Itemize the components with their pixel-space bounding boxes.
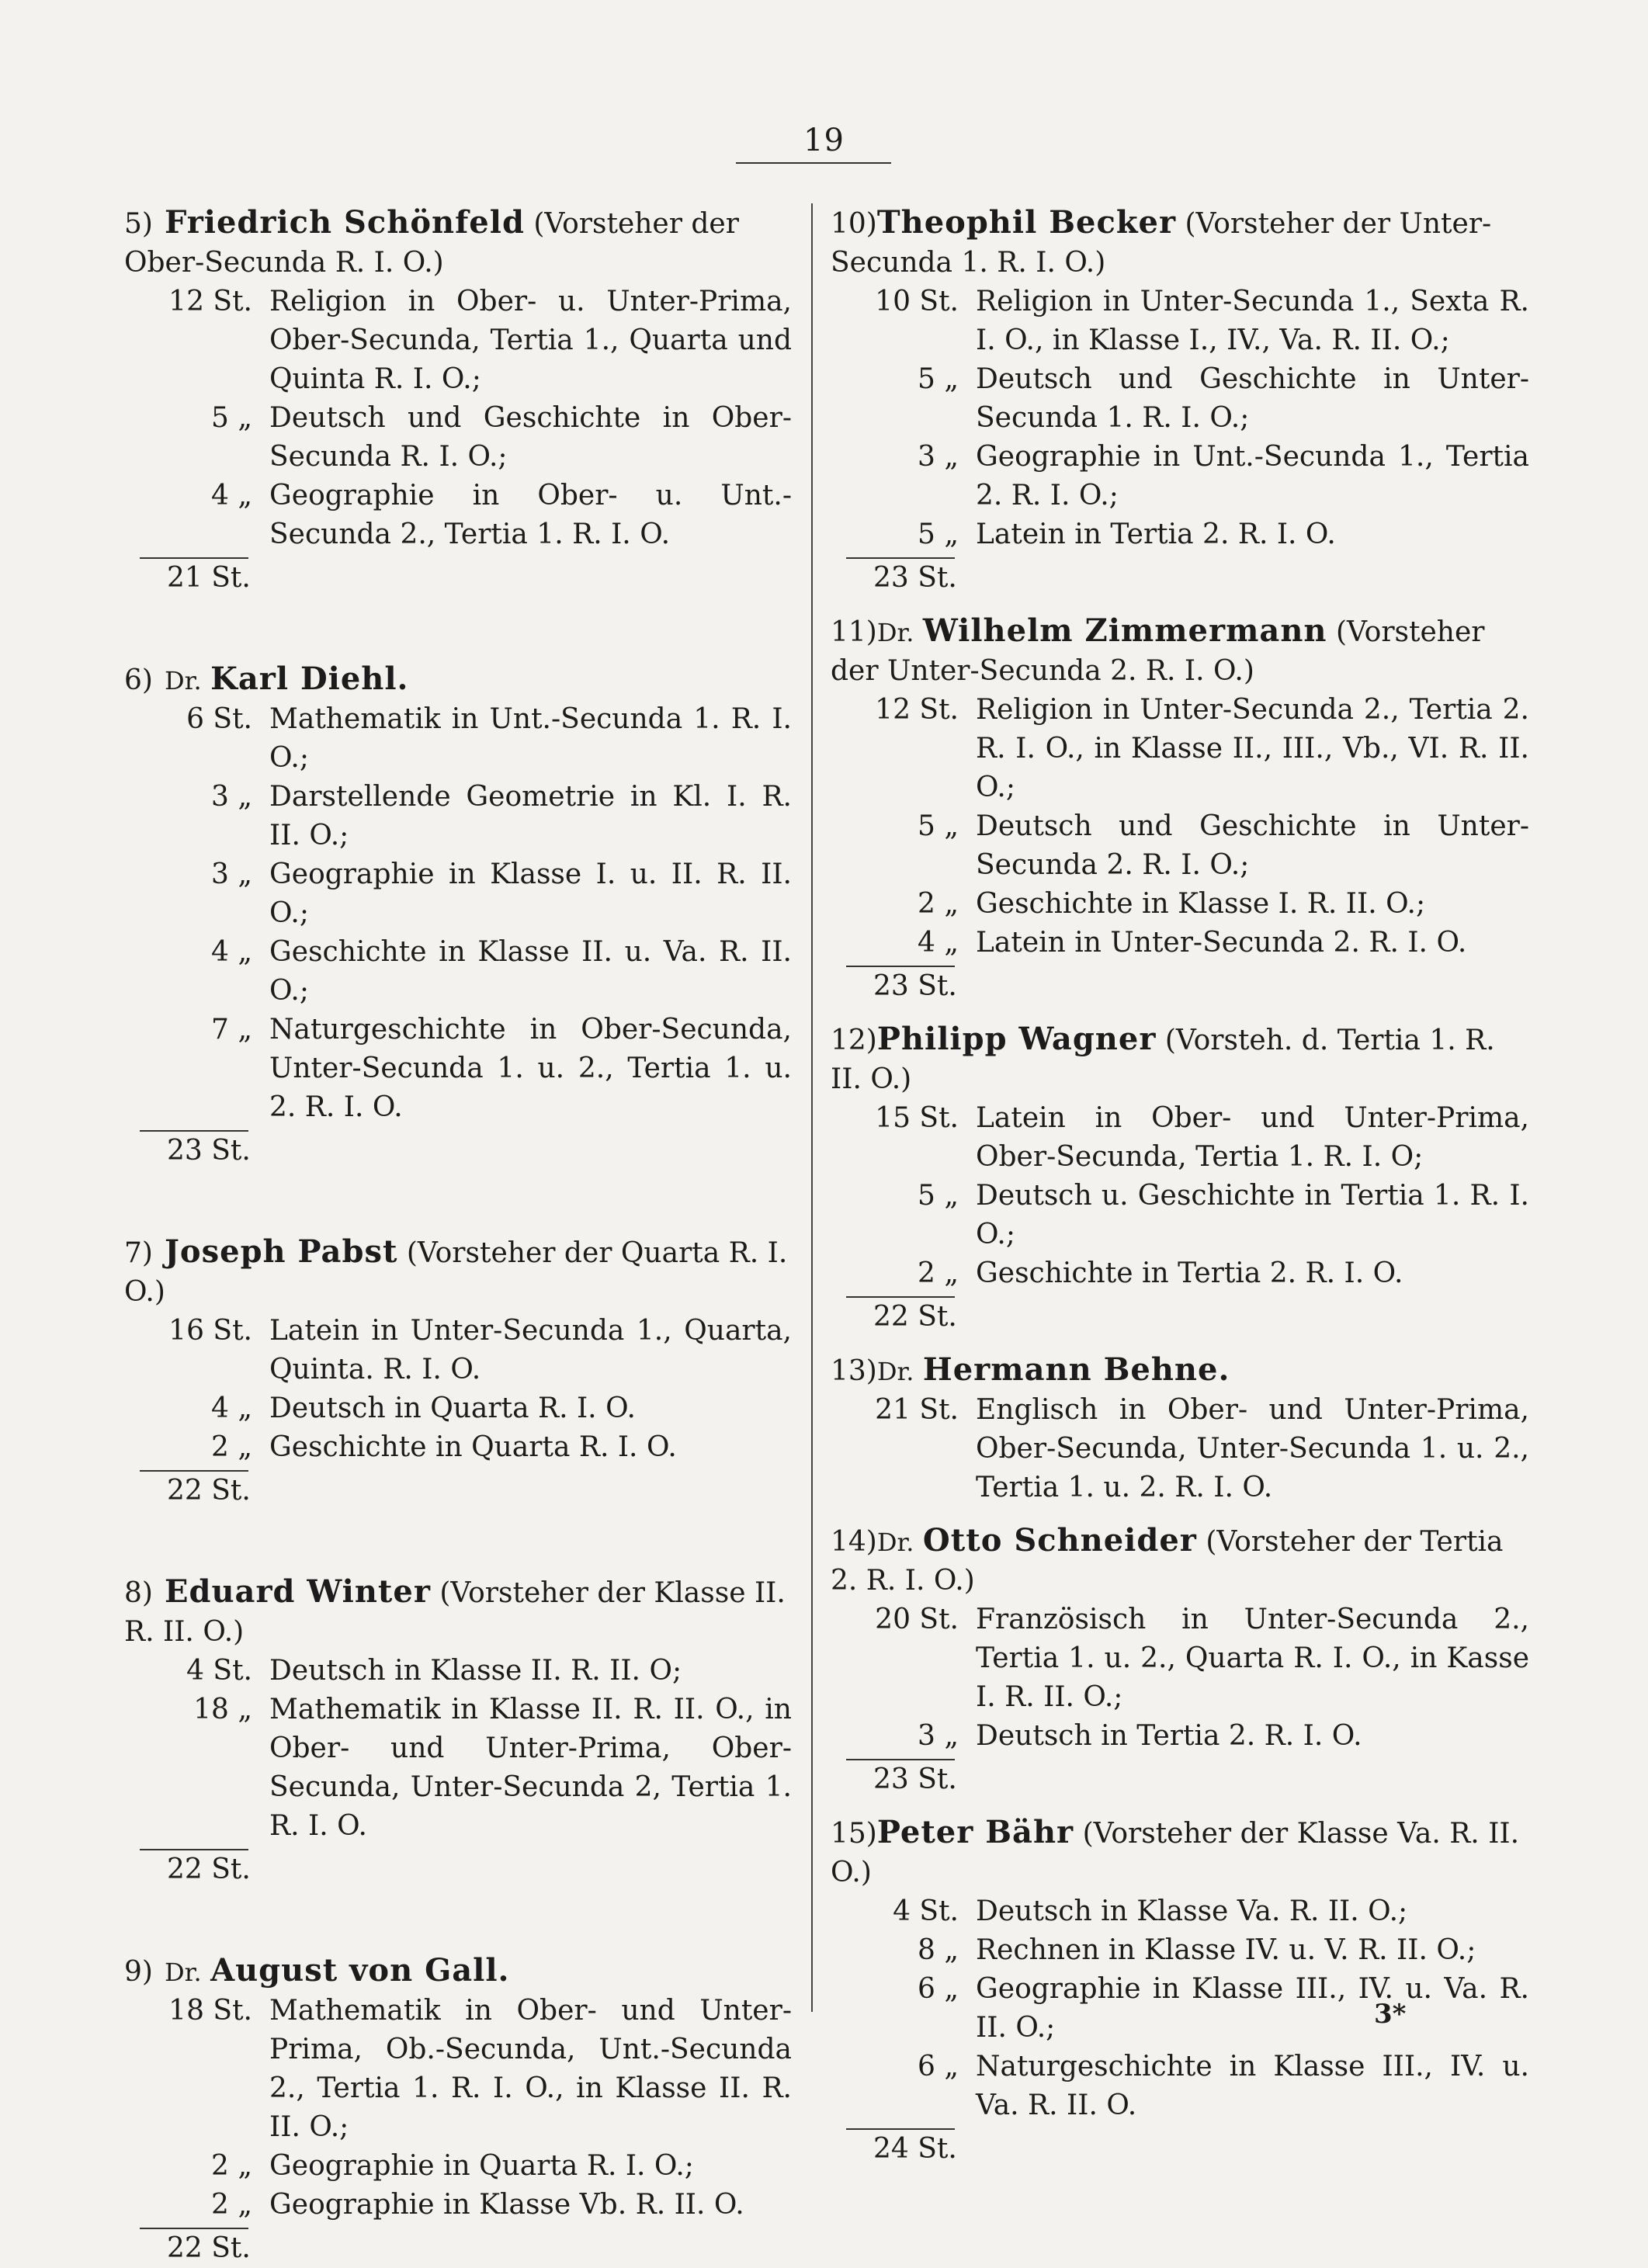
hours: 2 „ bbox=[211, 1431, 252, 1463]
hours: 21 St. bbox=[875, 1394, 959, 1426]
subject-text: Deutsch in Klasse II. R. II. O; bbox=[269, 1655, 682, 1687]
teacher-role: (Vorsteher der Klasse Va. R. II. O.) bbox=[831, 1818, 1520, 1888]
teacher-entry bbox=[124, 660, 792, 1170]
assignment-row bbox=[873, 1177, 1529, 1254]
teacher-heading bbox=[124, 1233, 792, 1312]
subject-text: Französisch in Unter-Secunda 2., Tertia 1. u. 2., Quarta R. I. O., in Kasse I. R. II. O.; bbox=[976, 1604, 1529, 1713]
teacher-name: Joseph Pabst bbox=[165, 1233, 398, 1270]
right-column bbox=[831, 203, 1529, 2169]
hours: 5 „ bbox=[918, 518, 959, 550]
subject-text: Religion in Ober- u. Unter-Prima, Ober-Secunda, Tertia 1., Quarta und Quinta R. I. O.; bbox=[269, 286, 792, 395]
subject-text: Deutsch und Geschichte in Unter-Secunda 1. R. I. O.; bbox=[976, 363, 1529, 434]
teacher-title: Dr. bbox=[876, 1357, 914, 1386]
teacher-entry bbox=[124, 203, 792, 598]
entry-number: 9) bbox=[124, 1956, 153, 1988]
teacher-entry bbox=[831, 1020, 1529, 1337]
teacher-role: (Vorsteh. d. Tertia 1. R. II. O.) bbox=[831, 1025, 1495, 1095]
entry-number: 14) bbox=[831, 1526, 877, 1558]
assignment-row bbox=[873, 515, 1529, 554]
teacher-name: Karl Diehl. bbox=[210, 661, 409, 697]
subject-text: Geographie in Klasse Vb. R. II. O. bbox=[269, 2189, 744, 2221]
assignment-row bbox=[873, 438, 1529, 515]
teacher-heading bbox=[124, 1573, 792, 1652]
assignment-row bbox=[873, 807, 1529, 885]
teacher-role: (Vorsteher der Ober-Secunda R. I. O.) bbox=[124, 208, 739, 279]
subject-text: Mathematik in Ober- und Unter-Prima, Ob.-Secunda, Unt.-Secunda 2., Tertia 1. R. I. O., in Klasse II. R. II. O.; bbox=[269, 1995, 792, 2143]
total-hours: 21 St. bbox=[167, 562, 251, 594]
assignment-row bbox=[167, 1652, 792, 1691]
teacher-title: Dr. bbox=[876, 618, 914, 647]
total-hours: 23 St. bbox=[167, 1135, 251, 1167]
teacher-name: Hermann Behne. bbox=[922, 1351, 1230, 1388]
total-hours: 22 St. bbox=[167, 1475, 251, 1507]
hours: 18 „ bbox=[193, 1694, 252, 1725]
hours: 4 „ bbox=[211, 480, 252, 512]
teacher-title: Dr. bbox=[876, 1528, 914, 1557]
hours: 10 St. bbox=[875, 286, 959, 317]
assignment-list bbox=[167, 1992, 792, 2225]
assignment-row bbox=[873, 691, 1529, 807]
assignment-row bbox=[873, 1931, 1529, 1970]
subject-text: Englisch in Ober- und Unter-Prima, Ober-Secunda, Unter-Secunda 1. u. 2., Tertia 1. u. 2. R. I. O. bbox=[976, 1394, 1529, 1503]
teacher-heading bbox=[831, 1020, 1529, 1099]
subject-text: Geographie in Ober- u. Unt.-Secunda 2., Tertia 1. R. I. O. bbox=[269, 480, 792, 550]
assignment-row bbox=[167, 1428, 792, 1467]
assignment-row bbox=[167, 1389, 792, 1428]
column-divider bbox=[811, 203, 813, 2012]
assignment-list bbox=[873, 1391, 1529, 1507]
assignment-list bbox=[167, 1652, 792, 1846]
subject-text: Mathematik in Unt.-Secunda 1. R. I. O.; bbox=[269, 703, 792, 774]
subject-text: Deutsch in Tertia 2. R. I. O. bbox=[976, 1720, 1362, 1752]
entry-number: 8) bbox=[124, 1577, 153, 1609]
subject-text: Deutsch und Geschichte in Ober-Secunda R. I. O.; bbox=[269, 402, 792, 473]
teacher-heading bbox=[124, 1951, 792, 1992]
subject-text: Religion in Unter-Secunda 2., Tertia 2. R. I. O., in Klasse II., III., Vb., VI. R. II. O.; bbox=[976, 694, 1529, 803]
assignment-row bbox=[873, 1600, 1529, 1717]
assignment-list bbox=[167, 1312, 792, 1467]
subject-text: Geographie in Klasse III., IV. u. Va. R. II. O.; bbox=[976, 1973, 1529, 2044]
teacher-entry bbox=[831, 1351, 1529, 1507]
assignment-row bbox=[167, 399, 792, 477]
hours: 3 „ bbox=[211, 781, 252, 813]
subject-text: Geschichte in Tertia 2. R. I. O. bbox=[976, 1257, 1403, 1289]
subject-text: Deutsch und Geschichte in Unter-Secunda 2. R. I. O.; bbox=[976, 810, 1529, 881]
subject-text: Deutsch in Klasse Va. R. II. O.; bbox=[976, 1895, 1408, 1927]
assignment-row bbox=[873, 1892, 1529, 1931]
total-hours: 22 St. bbox=[167, 1854, 251, 1885]
subject-text: Latein in Unter-Secunda 2. R. I. O. bbox=[976, 927, 1467, 959]
assignment-row bbox=[167, 2147, 792, 2186]
total-hours: 23 St. bbox=[873, 562, 957, 594]
assignment-row bbox=[167, 778, 792, 855]
teacher-heading bbox=[831, 1813, 1529, 1892]
hours: 12 St. bbox=[875, 694, 959, 726]
teacher-title: Dr. bbox=[165, 1958, 202, 1987]
hours: 3 „ bbox=[918, 441, 959, 473]
assignment-row bbox=[873, 1970, 1529, 2048]
teacher-role: (Vorsteher der Quarta R. I. O.) bbox=[124, 1237, 788, 1308]
teacher-name: Friedrich Schönfeld bbox=[165, 204, 525, 241]
teacher-entry bbox=[124, 1233, 792, 1510]
hours: 2 „ bbox=[211, 2189, 252, 2221]
assignment-row bbox=[873, 360, 1529, 438]
signature-mark: 3* bbox=[1374, 1999, 1407, 2030]
assignment-row bbox=[873, 924, 1529, 962]
hours: 15 St. bbox=[875, 1102, 959, 1134]
hours: 7 „ bbox=[211, 1014, 252, 1046]
hours: 12 St. bbox=[168, 286, 252, 317]
teacher-heading bbox=[831, 1521, 1529, 1600]
hours: 4 St. bbox=[893, 1895, 959, 1927]
assignment-list bbox=[873, 1892, 1529, 2125]
subject-text: Mathematik in Klasse II. R. II. O., in Ober- und Unter-Prima, Ober-Secunda, Unter-Secunda 2, Tertia 1. R. I. O. bbox=[269, 1694, 792, 1842]
subject-text: Naturgeschichte in Ober-Secunda, Unter-Secunda 1. u. 2., Tertia 1. u. 2. R. I. O. bbox=[269, 1014, 792, 1123]
assignment-list bbox=[873, 1099, 1529, 1293]
teacher-role: (Vorsteher der Tertia 2. R. I. O.) bbox=[831, 1526, 1504, 1597]
teacher-role: (Vorsteher der Unter-Secunda 1. R. I. O.) bbox=[831, 208, 1492, 279]
assignment-row bbox=[873, 885, 1529, 924]
subject-text: Latein in Ober- und Unter-Prima, Ober-Secunda, Tertia 1. R. I. O; bbox=[976, 1102, 1529, 1173]
hours: 5 „ bbox=[918, 1180, 959, 1212]
subject-text: Deutsch in Quarta R. I. O. bbox=[269, 1392, 636, 1424]
hours: 8 „ bbox=[918, 1934, 959, 1966]
subject-text: Latein in Tertia 2. R. I. O. bbox=[976, 518, 1336, 550]
hours: 6 „ bbox=[918, 2051, 959, 2082]
assignment-row bbox=[167, 855, 792, 933]
hours: 20 St. bbox=[875, 1604, 959, 1635]
subject-text: Darstellende Geometrie in Kl. I. R. II. O.; bbox=[269, 781, 792, 851]
assignment-row bbox=[167, 700, 792, 778]
entry-number: 6) bbox=[124, 664, 153, 696]
assignment-list bbox=[873, 283, 1529, 554]
assignment-row bbox=[873, 283, 1529, 360]
assignment-row bbox=[873, 2048, 1529, 2125]
assignment-list bbox=[873, 1600, 1529, 1756]
total-hours: 24 St. bbox=[873, 2133, 957, 2165]
subject-text: Geographie in Quarta R. I. O.; bbox=[269, 2150, 694, 2182]
teacher-entry bbox=[831, 1521, 1529, 1799]
hours: 5 „ bbox=[918, 363, 959, 395]
hours: 3 „ bbox=[211, 858, 252, 890]
entry-number: 7) bbox=[124, 1237, 153, 1269]
hours: 5 „ bbox=[211, 402, 252, 434]
subject-text: Naturgeschichte in Klasse III., IV. u. Va. R. II. O. bbox=[976, 2051, 1529, 2121]
subject-text: Latein in Unter-Secunda 1., Quarta, Quinta. R. I. O. bbox=[269, 1315, 792, 1385]
hours: 2 „ bbox=[918, 1257, 959, 1289]
left-column bbox=[124, 203, 792, 2268]
assignment-list bbox=[873, 691, 1529, 962]
subject-text: Geographie in Unt.-Secunda 1., Tertia 2. R. I. O.; bbox=[976, 441, 1529, 512]
teacher-role: (Vorsteher der Unter-Secunda 2. R. I. O.) bbox=[831, 616, 1485, 687]
total-hours: 23 St. bbox=[873, 1763, 957, 1795]
teacher-heading bbox=[831, 612, 1529, 691]
assignment-row bbox=[167, 1312, 792, 1389]
total-hours: 22 St. bbox=[167, 2232, 251, 2264]
assignment-row bbox=[167, 933, 792, 1011]
entry-number: 12) bbox=[831, 1025, 877, 1056]
subject-text: Geographie in Klasse I. u. II. R. II. O.; bbox=[269, 858, 792, 929]
assignment-row bbox=[167, 1691, 792, 1846]
teacher-name: Theophil Becker bbox=[876, 204, 1177, 241]
teacher-entry bbox=[124, 1573, 792, 1889]
hours: 4 „ bbox=[211, 936, 252, 968]
teacher-name: Peter Bähr bbox=[876, 1814, 1074, 1850]
hours: 6 „ bbox=[918, 1973, 959, 2005]
entry-number: 11) bbox=[831, 616, 877, 648]
entry-number: 10) bbox=[831, 208, 877, 240]
teacher-heading bbox=[831, 203, 1529, 283]
subject-text: Geschichte in Klasse I. R. II. O.; bbox=[976, 888, 1426, 920]
assignment-list bbox=[167, 283, 792, 554]
teacher-entry bbox=[831, 1813, 1529, 2169]
subject-text: Geschichte in Quarta R. I. O. bbox=[269, 1431, 677, 1463]
subject-text: Rechnen in Klasse IV. u. V. R. II. O.; bbox=[976, 1934, 1476, 1966]
teacher-entry bbox=[124, 1951, 792, 2268]
hours: 18 St. bbox=[168, 1995, 252, 2027]
assignment-row bbox=[873, 1099, 1529, 1177]
teacher-name: Eduard Winter bbox=[165, 1573, 431, 1610]
hours: 16 St. bbox=[168, 1315, 252, 1347]
teacher-heading bbox=[831, 1351, 1529, 1391]
entry-number: 15) bbox=[831, 1818, 877, 1850]
subject-text: Deutsch u. Geschichte in Tertia 1. R. I. O.; bbox=[976, 1180, 1529, 1250]
hours: 2 „ bbox=[211, 2150, 252, 2182]
teacher-heading bbox=[124, 203, 792, 283]
teacher-name: August von Gall. bbox=[210, 1952, 510, 1989]
assignment-row bbox=[873, 1254, 1529, 1293]
hours: 4 „ bbox=[918, 927, 959, 959]
teacher-name: Wilhelm Zimmermann bbox=[922, 612, 1327, 649]
hours: 5 „ bbox=[918, 810, 959, 842]
teacher-role: (Vorsteher der Klasse II. R. II. O.) bbox=[124, 1577, 786, 1648]
hours: 4 St. bbox=[186, 1655, 252, 1687]
assignment-row bbox=[167, 477, 792, 554]
assignment-row bbox=[167, 1992, 792, 2147]
assignment-row bbox=[873, 1717, 1529, 1756]
entry-number: 13) bbox=[831, 1355, 877, 1387]
teacher-name: Otto Schneider bbox=[922, 1522, 1197, 1559]
assignment-row bbox=[167, 2186, 792, 2225]
teacher-title: Dr. bbox=[165, 666, 202, 695]
hours: 6 St. bbox=[186, 703, 252, 735]
hours: 2 „ bbox=[918, 888, 959, 920]
page-number-rule bbox=[736, 162, 891, 164]
teacher-entry bbox=[831, 203, 1529, 598]
entry-number: 5) bbox=[124, 208, 153, 240]
teacher-entry bbox=[831, 612, 1529, 1006]
teacher-name: Philipp Wagner bbox=[876, 1021, 1157, 1057]
teacher-heading bbox=[124, 660, 792, 700]
page-number: 19 bbox=[803, 123, 845, 158]
assignment-row bbox=[873, 1391, 1529, 1507]
subject-text: Religion in Unter-Secunda 1., Sexta R. I. O., in Klasse I., IV., Va. R. II. O.; bbox=[976, 286, 1529, 356]
hours: 4 „ bbox=[211, 1392, 252, 1424]
total-hours: 23 St. bbox=[873, 970, 957, 1002]
assignment-row bbox=[167, 1011, 792, 1127]
total-hours: 22 St. bbox=[873, 1301, 957, 1333]
hours: 3 „ bbox=[918, 1720, 959, 1752]
subject-text: Geschichte in Klasse II. u. Va. R. II. O.; bbox=[269, 936, 792, 1007]
assignment-list bbox=[167, 700, 792, 1127]
assignment-row bbox=[167, 283, 792, 399]
